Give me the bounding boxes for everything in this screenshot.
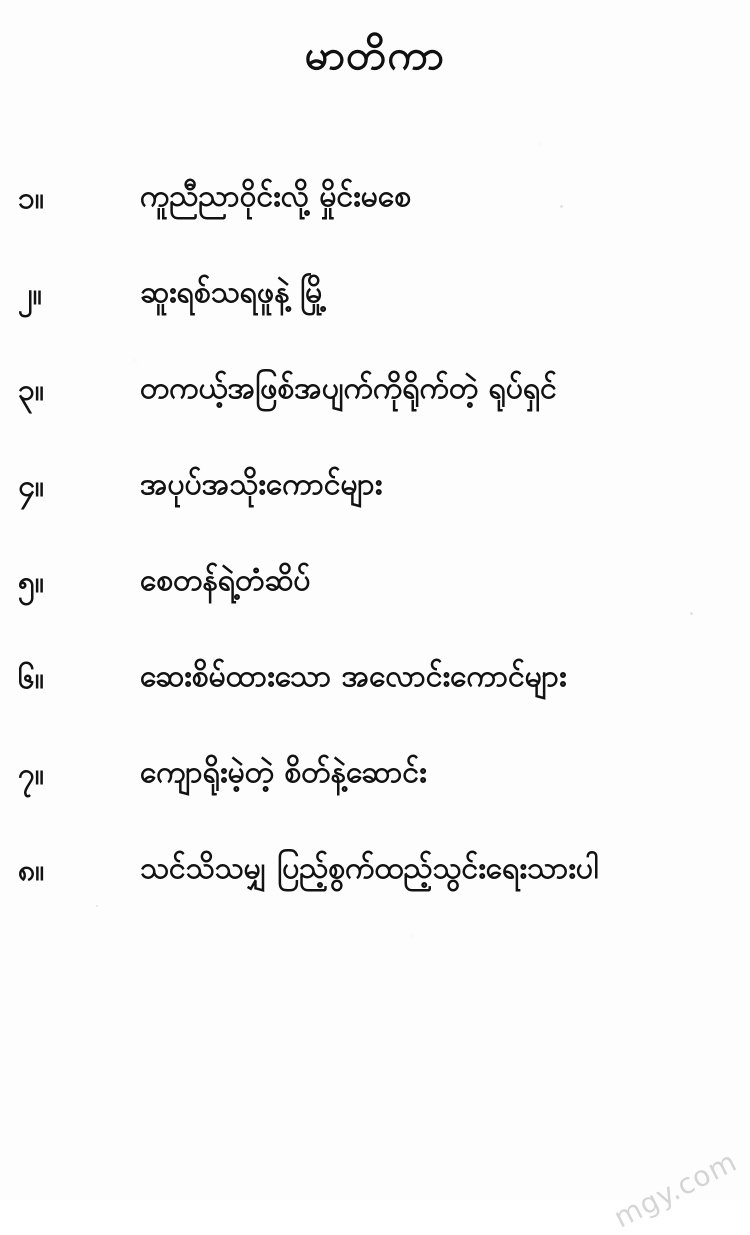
watermark: mgy.com xyxy=(608,1144,742,1235)
toc-entry xyxy=(18,369,724,410)
toc-entry xyxy=(18,657,724,698)
toc-entry-title: တကယ့်အဖြစ်အပျက်ကိုရိုက်တဲ့ ရုပ်ရှင် xyxy=(140,371,557,407)
page-speck xyxy=(690,612,693,615)
toc-entry-number: ၆။ xyxy=(18,661,44,697)
toc-entry-title: ဆေးစိမ်ထားသော အလောင်းကောင်များ xyxy=(140,659,567,695)
toc-entry xyxy=(18,561,724,602)
toc-entry-title: သင်သိသမျှ ပြည့်စွက်ထည့်သွင်းရေးသားပါ xyxy=(140,851,599,887)
toc-entry xyxy=(18,465,724,506)
toc-entry xyxy=(18,753,724,794)
toc-entry xyxy=(18,849,724,890)
toc-entry-title: ကျောရိုးမဲ့တဲ့ စိတ်နဲ့ဆောင်း xyxy=(140,755,427,791)
toc-entry-title: ကူညီညာဝိုင်းလို့ မှိုင်းမစေ xyxy=(140,179,412,215)
toc-entry-number: ၄။ xyxy=(18,469,44,505)
page-title: မာတိကာ xyxy=(304,31,446,79)
toc-entry-title: စေတန်ရဲ့တံဆိပ် xyxy=(140,563,311,599)
toc-entry-title: ဆူးရစ်သရဖူနဲ့ မြို့ xyxy=(140,275,327,311)
toc-entry-number: ၇။ xyxy=(18,757,44,793)
toc-entry-number: ၁။ xyxy=(18,181,44,217)
toc-entry-title: အပုပ်အသိုးကောင်များ xyxy=(140,467,383,503)
toc-entry xyxy=(18,177,724,218)
page-speck xyxy=(96,905,98,907)
toc-entry-number: ၈။ xyxy=(18,853,45,889)
page-speck xyxy=(560,205,563,208)
toc-entry xyxy=(18,273,724,314)
toc-entry-number: ၂။ xyxy=(18,277,42,313)
table-of-contents xyxy=(0,177,750,890)
toc-entry-number: ၃။ xyxy=(18,373,44,409)
toc-entry-number: ၅။ xyxy=(18,565,44,601)
